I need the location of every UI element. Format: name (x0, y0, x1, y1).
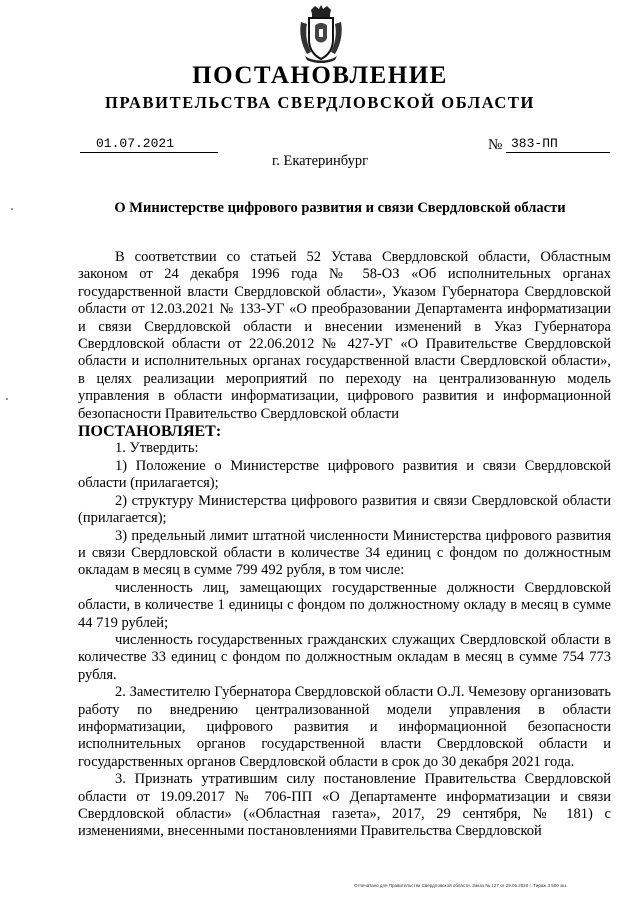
item-1-3: 3) предельный лимит штатной численности Министерства цифрового развития и связи Свердловской области в количестве 34 единиц с фондом по должностным окладам в месяц в сумме 799 492 рубля, в том числе: (78, 527, 611, 579)
document-title: ПОСТАНОВЛЕНИЕ (192, 62, 448, 89)
item-3: 3. Признать утратившим силу постановление Правительства Свердловской области от 19.09.2017 № 706-ПП «О Департаменте информатизации и связи Свердловской области» («Областная газета», 2017, 29 сентября, № 181) с изменениями, внесенными постановлениями Правительства Свердловской (78, 771, 611, 840)
print-footer: Отпечатано для Правительства Свердловской области. Заказ № 127 от 29.05.2020 г. Тираж 3 500 экз. (354, 883, 568, 888)
document-body (78, 249, 611, 841)
number-sign: № (488, 137, 503, 153)
resolves-heading: ПОСТАНОВЛЯЕТ: (78, 423, 222, 441)
item-1-3-a: численность лиц, замещающих государственные должности Свердловской области, в количестве 1 единицы с фондом по должностному окладу в месяц в сумме 44 719 рублей; (78, 579, 611, 631)
coat-of-arms-icon (297, 4, 345, 64)
item-1-3-b: численность государственных гражданских служащих Свердловской области в количестве 33 единиц с фондом по должностным окладам в месяц в сумме 754 773 рубля. (78, 631, 611, 683)
document-heading: О Министерстве цифрового развития и связи Свердловской области (114, 200, 566, 216)
document-number: 383-ПП (506, 136, 610, 153)
item-1: 1. Утвердить: (115, 440, 199, 457)
scan-speck (11, 208, 13, 210)
city: г. Екатеринбург (271, 153, 369, 169)
document-date: 01.07.2021 (80, 136, 218, 153)
item-1-1: 1) Положение о Министерстве цифрового развития и связи Свердловской области (прилагается); (78, 457, 611, 492)
preamble-paragraph: В соответствии со статьей 52 Устава Свердловской области, Областным законом от 24 декабря 1996 года № 58-ОЗ «Об исполнительных органах государственной власти Свердловской области», Указом Губернатора Свердловской области от 12.03.2021 № 133-УГ «О преобразовании Департамента информатизации и связи Свердловской области и внесении изменений в Указ Губернатора Свердловской области от 22.06.2012 № 427-УГ «О Правительстве Свердловской области и исполнительных органах государственной власти Свердловской области», в целях реализации мероприятий по переходу на централизованную модель управления в области информатизации, цифрового развития и информационной безопасности Правительство Свердловской области (78, 249, 611, 422)
item-2: 2. Заместителю Губернатора Свердловской области О.Л. Чемезову организовать работу по внедрению централизованной модели управления в области информатизации, цифрового развития и информационной безопасности исполнительных органов государственной власти Свердловской области и государственных органов Свердловской области в срок до 30 декабря 2021 года. (78, 684, 611, 770)
item-1-2: 2) структуру Министерства цифрового развития и связи Свердловской области (прилагается); (78, 492, 611, 527)
scan-speck (6, 398, 8, 400)
issuer-subtitle: ПРАВИТЕЛЬСТВА СВЕРДЛОВСКОЙ ОБЛАСТИ (105, 93, 535, 112)
